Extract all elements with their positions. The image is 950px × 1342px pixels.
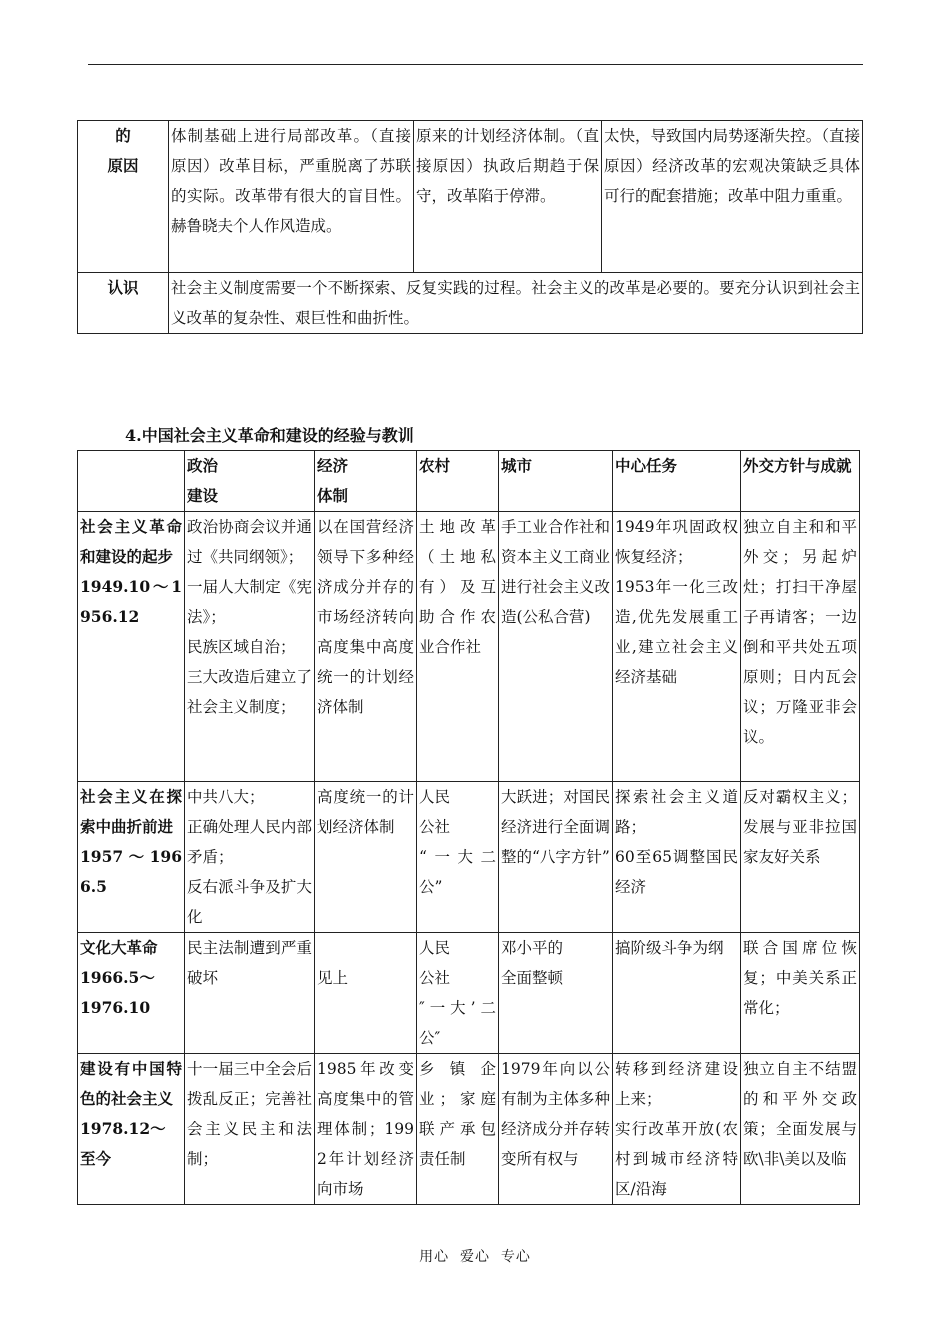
table-cell: 独立自主和和平外交；另起炉灶；打扫干净屋子再请客；一边倒和平共处五项原则；日内瓦会议；万隆亚非会议。 bbox=[741, 512, 860, 782]
header-economy: 经济 体制 bbox=[315, 451, 417, 512]
table-cell: 反对霸权主义；发展与亚非拉国家友好关系 bbox=[741, 782, 860, 933]
section-caption: 4.中国社会主义革命和建设的经验与教训 bbox=[125, 426, 414, 445]
table-cell: 1979年向以公有制为主体多种经济成分并存转变所有权与 bbox=[499, 1054, 613, 1205]
header-row bbox=[78, 451, 860, 512]
period-cell: 社会主义在探索中曲折前进 1957～1966.5 bbox=[78, 782, 185, 933]
page-footer: 用心 爱心 专心 bbox=[419, 1249, 531, 1265]
table-cell: 转移到经济建设上来； 实行改革开放(农村到城市经济特区/沿海 bbox=[613, 1054, 741, 1205]
table-cell: 土地改革（土地私有）及互助合作农业合作社 bbox=[417, 512, 499, 782]
cell-understanding: 社会主义制度需要一个不断探索、反复实践的过程。社会主义的改革是必要的。要充分认识到社会主义改革的复杂性、艰巨性和曲折性。 bbox=[169, 273, 863, 334]
table-row bbox=[78, 933, 860, 1054]
table-cell: 联合国席位恢复；中美关系正常化； bbox=[741, 933, 860, 1054]
header-central-task: 中心任务 bbox=[613, 451, 741, 512]
table-cell: 1985年改变高度集中的管理体制；1992年计划经济向市场 bbox=[315, 1054, 417, 1205]
table-cell: 搞阶级斗争为纲 bbox=[613, 933, 741, 1054]
table-cell: 1949年巩固政权恢复经济； 1953年一化三改造,优先发展重工业,建立社会主义经济基础 bbox=[613, 512, 741, 782]
table-cell: 民主法制遭到严重破坏 bbox=[185, 933, 315, 1054]
table-row bbox=[78, 121, 863, 273]
period-cell: 文化大革命 1966.5～ 1976.10 bbox=[78, 933, 185, 1054]
table-cell: 大跃进；对国民经济进行全面调整的“八字方针” bbox=[499, 782, 613, 933]
table-cell: 手工业合作社和资本主义工商业进行社会主义改造(公私合营) bbox=[499, 512, 613, 782]
table-row bbox=[78, 1054, 860, 1205]
header-urban: 城市 bbox=[499, 451, 613, 512]
row-label-understanding: 认识 bbox=[78, 273, 169, 334]
table-cell: 十一届三中全会后拨乱反正；完善社会主义民主和法制； bbox=[185, 1054, 315, 1205]
table-cell: 高度统一的计划经济体制 bbox=[315, 782, 417, 933]
period-cell: 社会主义革命和建设的起步 1949.10～1956.12 bbox=[78, 512, 185, 782]
table-cell: 以在国营经济领导下多种经济成分并存的市场经济转向高度集中高度统一的计划经济体制 bbox=[315, 512, 417, 782]
table-cell: 人民 公社 ″一大’二公″ bbox=[417, 933, 499, 1054]
table-cell: 见上 bbox=[315, 933, 417, 1054]
table-row bbox=[78, 273, 863, 334]
table-cell: 中共八大； 正确处理人民内部矛盾； 反右派斗争及扩大化 bbox=[185, 782, 315, 933]
table-row bbox=[78, 782, 860, 933]
table-cell: 探索社会主义道路； 60至65调整国民经济 bbox=[613, 782, 741, 933]
table-cell: 人民 公社 “一大二公” bbox=[417, 782, 499, 933]
header-rural: 农村 bbox=[417, 451, 499, 512]
reform-reasons-table bbox=[77, 120, 863, 334]
china-socialism-table bbox=[77, 450, 860, 1205]
table-cell: 独立自主不结盟的和平外交政策；全面发展与欧\非\美以及临 bbox=[741, 1054, 860, 1205]
cell-reason-1: 体制基础上进行局部改革。（直接原因）改革目标，严重脱离了苏联的实际。改革带有很大的盲目性。赫鲁晓夫个人作风造成。 bbox=[169, 121, 414, 273]
table-cell: 乡镇企业；家庭联产承包责任制 bbox=[417, 1054, 499, 1205]
row-label-reasons: 的 原因 bbox=[78, 121, 169, 273]
header-cell-empty bbox=[78, 451, 185, 512]
header-rule bbox=[88, 64, 863, 65]
header-diplomacy: 外交方针与成就 bbox=[741, 451, 860, 512]
table-cell: 邓小平的 全面整顿 bbox=[499, 933, 613, 1054]
table-cell: 政治协商会议并通过《共同纲领》； 一届人大制定《宪法》； 民族区域自治； 三大改造后建立了社会主义制度； bbox=[185, 512, 315, 782]
cell-reason-2: 原来的计划经济体制。（直接原因）执政后期趋于保守，改革陷于停滞。 bbox=[414, 121, 602, 273]
table-row bbox=[78, 512, 860, 782]
cell-reason-3: 太快，导致国内局势逐渐失控。（直接原因）经济改革的宏观决策缺乏具体可行的配套措施；改革中阻力重重。 bbox=[602, 121, 863, 273]
period-cell: 建设有中国特色的社会主义 1978.12～ 至今 bbox=[78, 1054, 185, 1205]
header-politics: 政治 建设 bbox=[185, 451, 315, 512]
